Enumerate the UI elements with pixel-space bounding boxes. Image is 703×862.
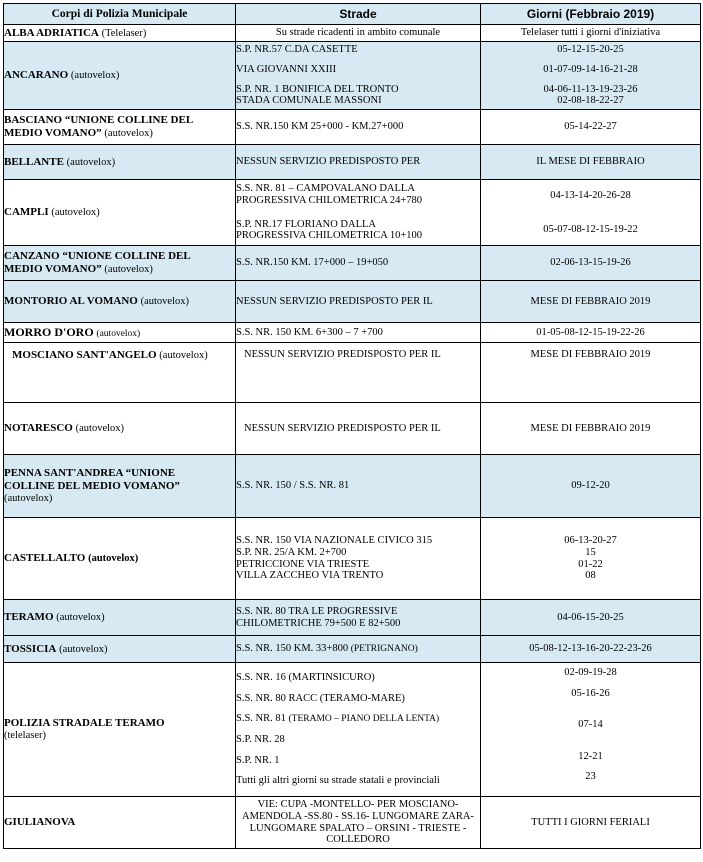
table-row [4, 600, 701, 636]
table-row [4, 518, 701, 600]
corpo-cell: TOSSICIA (autovelox) [4, 636, 236, 663]
strade-cell: S.S. NR. 80 TRA LE PROGRESSIVE CHILOMETRICHE 79+500 E 82+500 [236, 600, 481, 636]
giorni-cell: 09-12-20 [481, 455, 701, 518]
corpo-cell: CAMPLI (autovelox) [4, 180, 236, 246]
corpo-cell: POLIZIA STRADALE TERAMO (telelaser) [4, 663, 236, 797]
corpo-cell: TERAMO (autovelox) [4, 600, 236, 636]
strade-cell: NESSUN SERVIZIO PREDISPOSTO PER [236, 145, 481, 180]
table-row [4, 323, 701, 343]
giorni-cell: 06-13-20-27 15 01-22 08 [481, 518, 701, 600]
giorni-cell: 02-06-13-15-19-26 [481, 246, 701, 281]
giorni-cell: 04-06-15-20-25 [481, 600, 701, 636]
giorni-cell: 05-14-22-27 [481, 110, 701, 145]
strade-cell: S.S. NR. 16 (MARTINSICURO) S.S. NR. 80 RACC (TERAMO-MARE) S.S. NR. 81 (TERAMO – PIANO DELLA LENTA) S.P. NR. 28 S.P. NR. 1 Tutti gli altri giorni su strade statali e provinciali [236, 663, 481, 797]
schedule-table [3, 3, 701, 849]
table-row [4, 180, 701, 246]
table-row [4, 42, 701, 110]
table-row [4, 343, 701, 403]
corpo-cell: MORRO D'ORO (autovelox) [4, 323, 236, 343]
table-row [4, 246, 701, 281]
table-row [4, 636, 701, 663]
corpo-cell: MOSCIANO SANT'ANGELO (autovelox) [4, 343, 236, 403]
table-row [4, 455, 701, 518]
table-row [4, 403, 701, 455]
corpo-cell: NOTARESCO (autovelox) [4, 403, 236, 455]
strade-cell: S.S. NR.150 KM 25+000 - KM.27+000 [236, 110, 481, 145]
table-row [4, 797, 701, 849]
corpo-cell: BASCIANO “UNIONE COLLINE DEL MEDIO VOMANO” (autovelox) [4, 110, 236, 145]
table-row [4, 110, 701, 145]
corpo-cell: BELLANTE (autovelox) [4, 145, 236, 180]
header-row [4, 4, 701, 25]
corpo-cell: ANCARANO (autovelox) [4, 42, 236, 110]
table-row [4, 145, 701, 180]
giorni-cell: 05-08-12-13-16-20-22-23-26 [481, 636, 701, 663]
giorni-cell: MESE DI FEBBRAIO 2019 [481, 281, 701, 323]
strade-cell: S.S. NR. 150 KM. 6+300 – 7 +700 [236, 323, 481, 343]
header-strade: Strade [236, 4, 481, 25]
strade-cell: S.S. NR. 81 – CAMPOVALANO DALLA PROGRESSIVA CHILOMETRICA 24+780 S.P. NR.17 FLORIANO DALLA PROGRESSIVA CHILOMETRICA 10+100 [236, 180, 481, 246]
giorni-cell: 01-05-08-12-15-19-22-26 [481, 323, 701, 343]
strade-cell: S.S. NR. 150 VIA NAZIONALE CIVICO 315 S.P. NR. 25/A KM. 2+700 PETRICCIONE VIA TRIESTE VILLA ZACCHEO VIA TRENTO [236, 518, 481, 600]
corpo-cell: ALBA ADRIATICA (Telelaser) [4, 25, 236, 42]
corpo-cell: MONTORIO AL VOMANO (autovelox) [4, 281, 236, 323]
giorni-cell: 04-13-14-20-26-28 05-07-08-12-15-19-22 [481, 180, 701, 246]
strade-cell: S.S. NR.150 KM. 17+000 – 19+050 [236, 246, 481, 281]
corpo-cell: CANZANO “UNIONE COLLINE DEL MEDIO VOMANO” (autovelox) [4, 246, 236, 281]
corpo-cell: CASTELLALTO (autovelox) [4, 518, 236, 600]
header-corpi: Corpi di Polizia Municipale [4, 4, 236, 25]
strade-cell: VIE: CUPA -MONTELLO- PER MOSCIANO- AMENDOLA -SS.80 - SS.16- LUNGOMARE ZARA- LUNGOMARE SPALATO – ORSINI - TRIESTE - COLLEDORO [236, 797, 481, 849]
giorni-cell: 05-12-15-20-25 01-07-09-14-16-21-28 04-06-11-13-19-23-26 02-08-18-22-27 [481, 42, 701, 110]
header-giorni: Giorni (Febbraio 2019) [481, 4, 701, 25]
table-row [4, 25, 701, 42]
strade-cell: Su strade ricadenti in ambito comunale [236, 25, 481, 42]
strade-cell: S.S. NR. 150 KM. 33+800 (PETRIGNANO) [236, 636, 481, 663]
table-row [4, 281, 701, 323]
strade-cell: NESSUN SERVIZIO PREDISPOSTO PER IL [236, 281, 481, 323]
giorni-cell: 02-09-19-28 05-16-26 07-14 12-21 23 [481, 663, 701, 797]
giorni-cell: TUTTI I GIORNI FERIALI [481, 797, 701, 849]
strade-cell: S.P. NR.57 C.DA CASETTE VIA GIOVANNI XXIII S.P. NR. 1 BONIFICA DEL TRONTO STADA COMUNALE MASSONI [236, 42, 481, 110]
corpo-cell: GIULIANOVA [4, 797, 236, 849]
strade-cell: NESSUN SERVIZIO PREDISPOSTO PER IL [236, 343, 481, 403]
giorni-cell: MESE DI FEBBRAIO 2019 [481, 343, 701, 403]
table-row [4, 663, 701, 797]
giorni-cell: Telelaser tutti i giorni d'iniziativa [481, 25, 701, 42]
strade-cell: NESSUN SERVIZIO PREDISPOSTO PER IL [236, 403, 481, 455]
giorni-cell: IL MESE DI FEBBRAIO [481, 145, 701, 180]
strade-cell: S.S. NR. 150 / S.S. NR. 81 [236, 455, 481, 518]
corpo-cell: PENNA SANT'ANDREA “UNIONE COLLINE DEL MEDIO VOMANO” (autovelox) [4, 455, 236, 518]
giorni-cell: MESE DI FEBBRAIO 2019 [481, 403, 701, 455]
